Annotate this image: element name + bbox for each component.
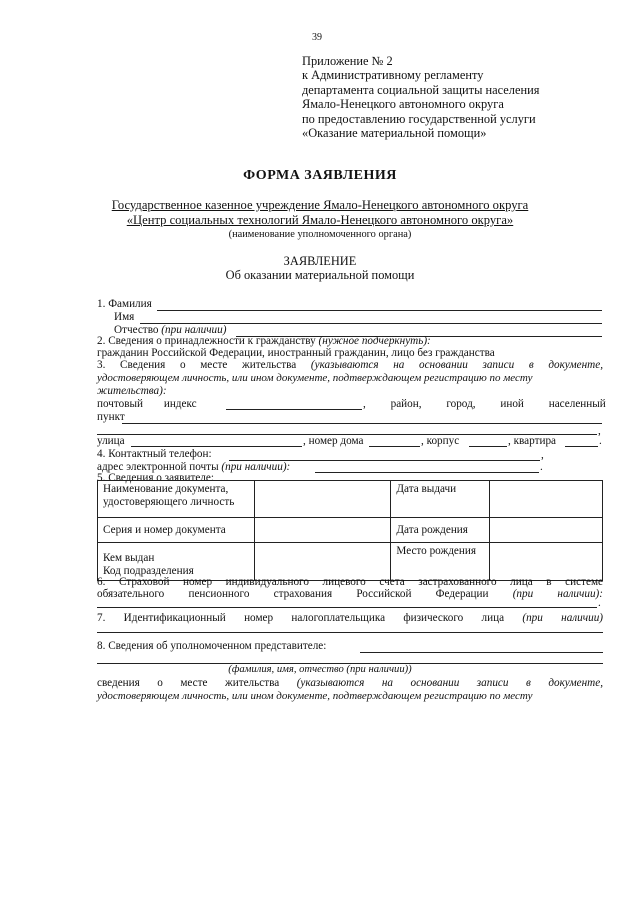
citizenship-note: (нужное подчеркнуть): <box>318 335 431 347</box>
statement-subheading: Об оказании материальной помощи <box>225 268 415 282</box>
snils-line2-text: обязательного пенсионного страхования Российской Федерации <box>97 588 489 600</box>
residence-note: (указываются на основании записи в документе, <box>310 359 603 371</box>
statement-heading: ЗАЯВЛЕНИЕ <box>283 254 357 268</box>
residence-line1 <box>97 359 603 371</box>
street-field[interactable] <box>131 446 302 447</box>
inn-label: 7. Идентификационный номер налогоплательщика физического лица <box>97 612 505 624</box>
phone-label: 4. Контактный телефон: <box>97 448 212 460</box>
representative-caption: (фамилия, имя, отчество (при наличии)) <box>228 664 412 675</box>
email-dot: . <box>540 461 543 473</box>
locality-label: пункт <box>97 411 125 423</box>
representative-label: 8. Сведения об уполномоченном представителе: <box>97 640 327 652</box>
snils-line2 <box>97 588 603 600</box>
series-number-value[interactable] <box>254 518 391 543</box>
org-name-line2: «Центр социальных технологий Ямало-Ненецкого автономного округа» <box>126 213 514 227</box>
birth-date-value[interactable] <box>490 518 603 543</box>
representative-residence-note: (указываются на основании записи в документе, <box>296 677 603 689</box>
district-label: , район, город, иной населенный <box>363 398 606 410</box>
appendix-line: департамента социальной защиты населения <box>302 82 540 97</box>
email-text: адрес электронной почты <box>97 461 219 473</box>
postal-index-label: почтовый индекс <box>97 398 197 410</box>
phone-comma: , <box>541 449 544 461</box>
locality-field[interactable] <box>122 423 602 424</box>
issue-date-value[interactable] <box>490 481 603 518</box>
inn-label-line <box>97 612 603 624</box>
birth-date-cell: Дата рождения <box>391 518 490 543</box>
appendix-line: Приложение № 2 <box>302 54 393 68</box>
house-label: , номер дома <box>303 435 364 447</box>
birth-place-value[interactable] <box>490 543 603 581</box>
snils-dot: . <box>598 597 601 609</box>
snils-line1: 6. Страховой номер индивидуального лицевого счета застрахованного лица в системе <box>97 576 603 588</box>
citizenship-text: 2. Сведения о принадлежности к гражданству <box>97 335 316 347</box>
house-field[interactable] <box>369 446 420 447</box>
applicant-table <box>97 480 603 581</box>
building-field[interactable] <box>469 446 507 447</box>
citizenship-label <box>97 335 431 347</box>
table-row <box>98 481 603 518</box>
email-field[interactable] <box>315 472 539 473</box>
subdivision-code-label: Код подразделения <box>103 565 194 577</box>
residence-text: 3. Сведения о месте жительства <box>97 359 297 371</box>
issued-by-label: Кем выдан <box>103 552 155 564</box>
inn-note: (при наличии) <box>522 612 604 624</box>
appendix-line: по предоставлению государственной услуги <box>302 111 536 126</box>
apartment-dot: . <box>599 435 602 447</box>
issued-by-cell <box>98 543 255 581</box>
birth-place-cell: Место рождения <box>391 543 490 581</box>
residence-line2: удостоверяющем личность, или ином документе, подтверждающем регистрацию по месту <box>97 372 533 384</box>
residence-line3: жительства): <box>97 385 167 397</box>
org-name-line1: Государственное казенное учреждение Ямало-Ненецкого автономного округа <box>111 198 529 212</box>
org-caption: (наименование уполномоченного органа) <box>228 229 412 240</box>
table-row <box>98 518 603 543</box>
building-label: , корпус <box>421 435 460 447</box>
doc-name-cell: Наименование документа, удостоверяющего личность <box>98 481 255 518</box>
representative-residence-line2: удостоверяющем личность, или ином документе, подтверждающем регистрацию по месту <box>97 690 533 702</box>
patronymic-text: Отчество <box>114 324 159 336</box>
name-label: Имя <box>114 311 135 323</box>
page-number: 39 <box>312 32 322 43</box>
postal-index-field[interactable] <box>226 409 362 410</box>
appendix-line: к Административному регламенту <box>302 68 484 83</box>
representative-residence-text: сведения о месте жительства <box>97 677 280 689</box>
applicant-info-label: 5. Сведения о заявителе: <box>97 472 214 484</box>
issued-by-value[interactable] <box>254 543 391 581</box>
patronymic-note: (при наличии) <box>161 324 227 336</box>
apartment-label: , квартира <box>508 435 557 447</box>
representative-residence-line1 <box>97 677 603 689</box>
issue-date-cell: Дата выдачи <box>391 481 490 518</box>
citizenship-options[interactable]: гражданин Российской Федерации, иностранный гражданин, лицо без гражданства <box>97 347 495 359</box>
street-label: улица <box>97 435 125 447</box>
apartment-field[interactable] <box>565 446 598 447</box>
surname-field[interactable] <box>157 310 602 311</box>
appendix-line: Ямало-Ненецкого автономного округа <box>302 97 504 112</box>
form-title: ФОРМА ЗАЯВЛЕНИЯ <box>243 168 397 183</box>
appendix-line: «Оказание материальной помощи» <box>302 126 487 141</box>
appendix-block <box>302 54 539 140</box>
representative-field[interactable] <box>360 652 603 653</box>
email-note: (при наличии): <box>221 461 291 473</box>
surname-label: 1. Фамилия <box>97 298 152 310</box>
inn-field[interactable] <box>97 632 603 633</box>
locality-comma: , <box>598 425 601 437</box>
series-number-cell: Серия и номер документа <box>98 518 255 543</box>
snils-line2-note: (при наличии): <box>512 588 603 600</box>
doc-name-value[interactable] <box>254 481 391 518</box>
snils-field[interactable] <box>97 607 597 608</box>
table-row <box>98 543 603 581</box>
